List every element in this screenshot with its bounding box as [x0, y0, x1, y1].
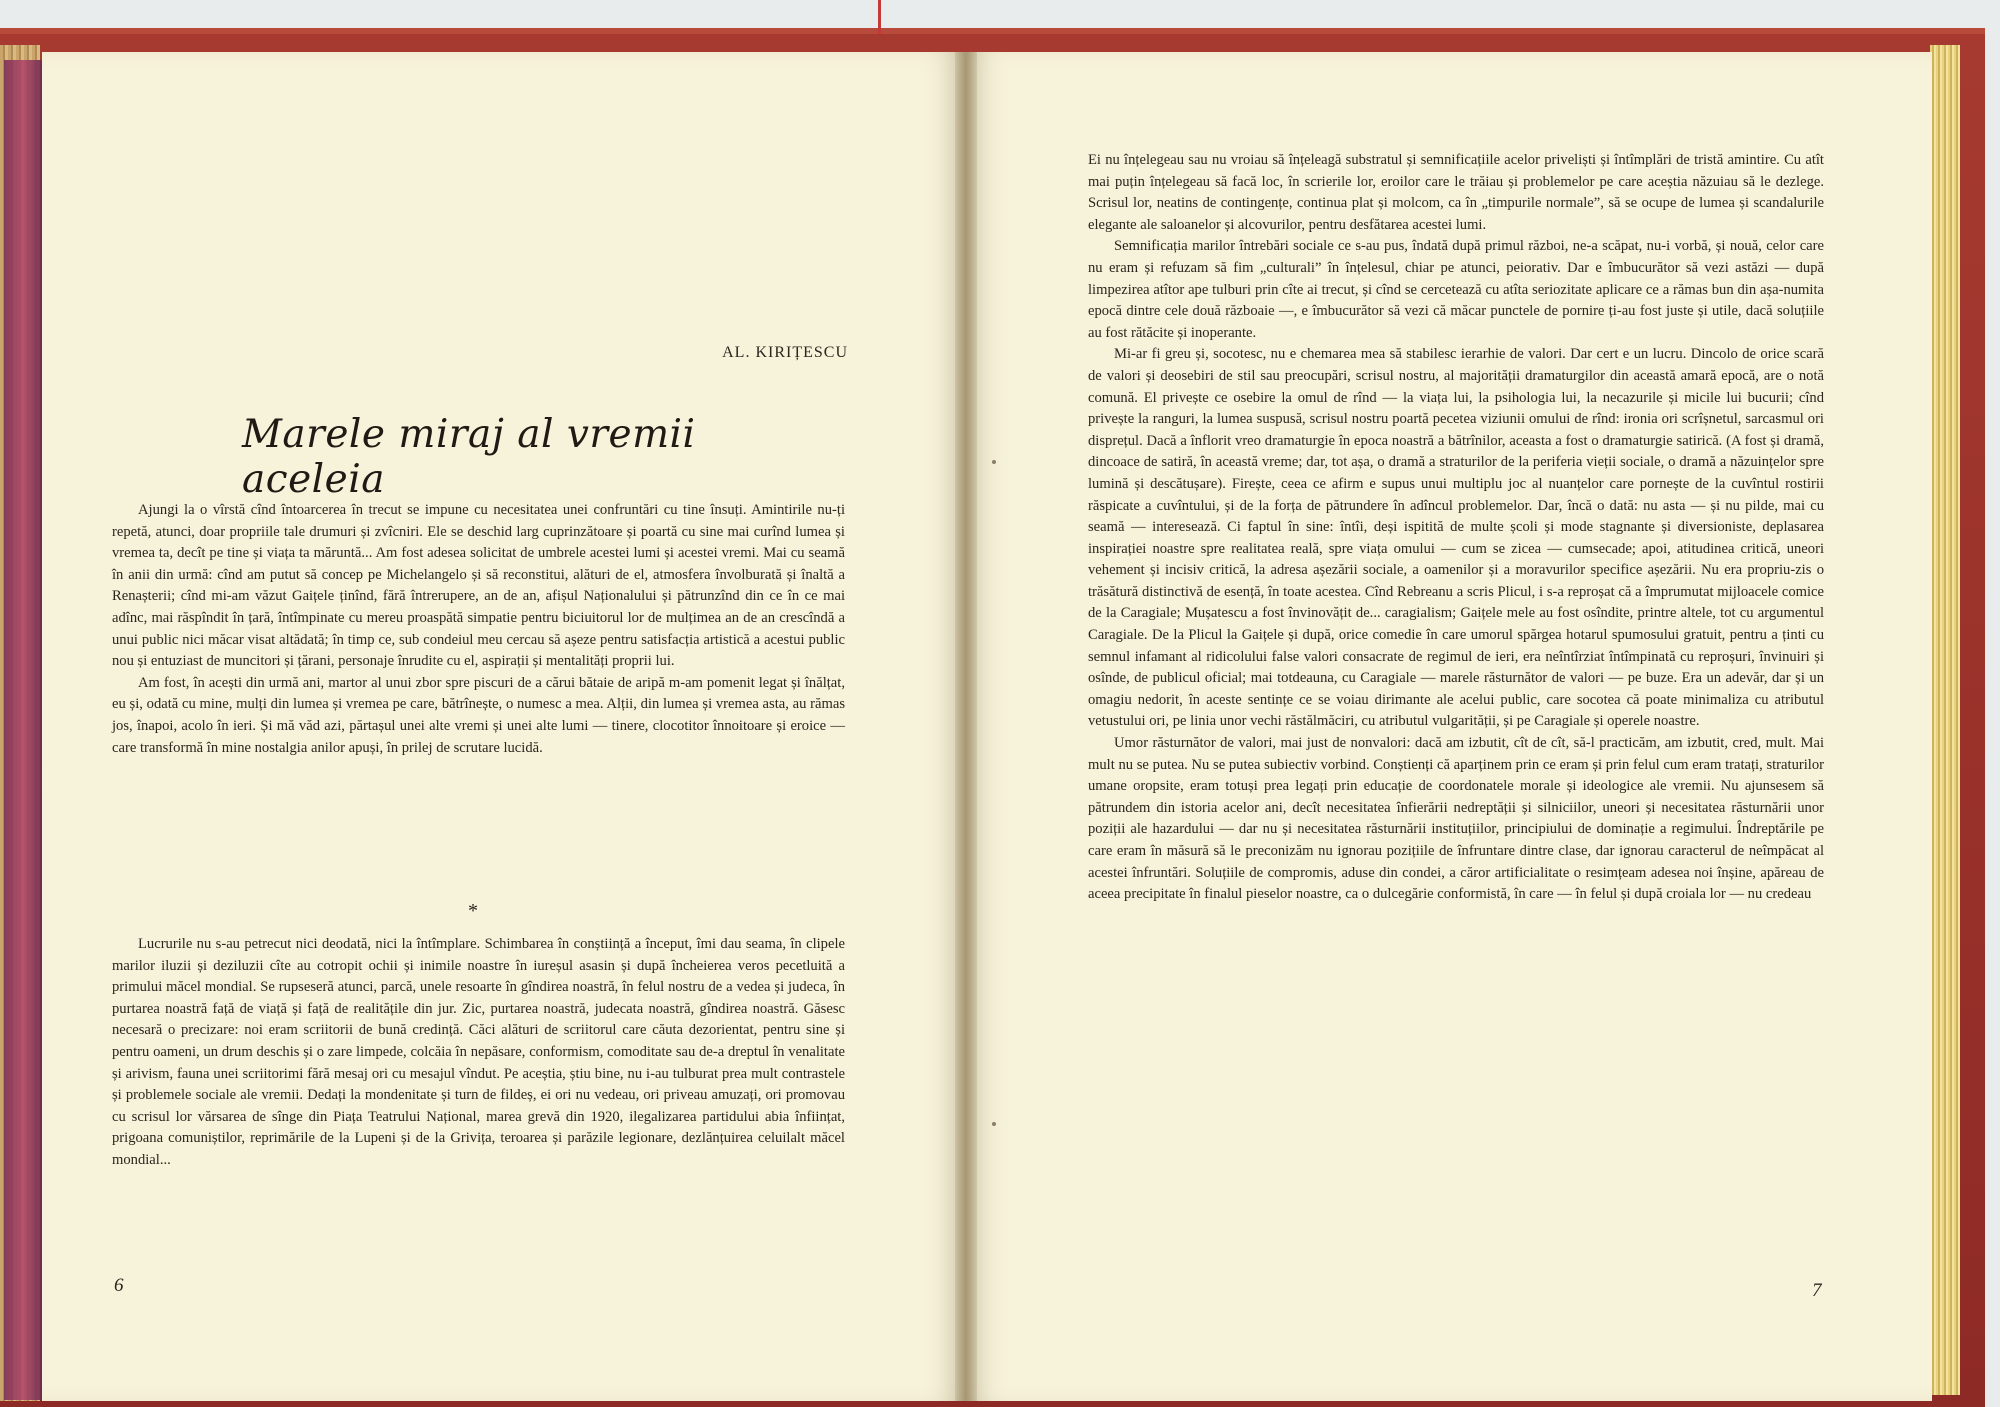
margin-mark	[992, 460, 996, 464]
paragraph: Lucrurile nu s-au petrecut nici deodată, nici la întîmplare. Schimbarea în conștiință a început, îmi dau seama, în clipele marilor iluzii și deziluzii cîte au cotropit ochii și inimile noastre în iureșul asasin și după încheierea veros pecetluită a primului măcel mondial. Se rupseseră atunci, parcă, unele resoarte în gîndirea noastră, în felul nostru de a vedea și judeca, în purtarea noastră față de viață și față de realitățile din jur. Zic, purtarea noastră, judecata noastră, gîndirea noastră. Găsesc necesară o precizare: noi eram scriitorii de bună credință. Căci alături de scriitorul care căuta dezorientat, pentru sine și pentru oameni, un drum deschis și o zare limpede, colcăia în nepăsare, conformism, comoditate sau de-a dreptul în venalitate și arivism, fauna unei scriitorimi fără mesaj ori cu mesajul vîndut. Pe aceștia, știu bine, nu i-au tulburat prea mult contrastele și problemele sociale ale vremii. Dedați la mondenitate și turn de fildeș, ei ori nu vedeau, ori priveau amuzați, ori promovau cu scrisul lor vărsarea de sînge din Piața Teatrului Național, marea grevă din 1920, ilegalizarea partidului abia înființat, prigoana comuniștilor, reprimările de la Lupeni și de la Grivița, teroarea și parăzile legionare, dezlănțuirea celuilalt măcel mondial...	[112, 936, 845, 1168]
paragraph: Umor răsturnător de valori, mai just de nonvalori: dacă am izbutit, cît de cît, să-l practicăm, am izbutit, cred, mult. Mai mult nu se putea. Nu se putea subiectiv vorbind. Conștienți că aparținem prin ce eram și prin felul cum eram tratați, straturilor umane oropsite, eram totuși prea legați prin educație de coordonatele morale și ideologice ale vremii. Nu ajunsesem să pătrundem din istoria acelor ani, decît necesitatea înfierării nedreptății și silniciilor, uneori și necesitatea răsturnării unor poziții ale hazardului — dar nu și necesitatea răsturnării instituțiilor, principiului de dominație a regimului. Îndreptările pe care eram în măsură să le preconizăm nu ignorau pozițiile de înfruntare dintre clase, dar ignorau caracterul de neîmpăcat al acestei înfruntări. Soluțiile de compromis, aduse din condei, a căror artificialitate o resimțeam adesea noi înșine, apăreau de aceea precipitate în finalul pieselor noastre, ca o dulcegărie conformistă, în care — în felul și după croiala lor — nu credeau	[1088, 735, 1824, 903]
paragraph: Mi-ar fi greu și, socotesc, nu e chemarea mea să stabilesc ierarhie de valori. Dar cert e un lucru. Dincolo de orice scară de valori și deosebiri de stil sau preocupări, scrisul nostru, al majorității dramaturgilor din această amară epocă, are o notă comună. El privește ce osebire la omul de rînd — la viața lui, la psihologia lui, la necazurile și micile lui bucurii; cînd privește la ranguri, la lumea suspusă, scrisul nostru poartă pecetea viziunii omului de rînd: ironia ori scrîșnetul, sarcasmul ori disprețul. Dacă a înflorit vreo dramaturgie în epoca noastră a bătrînilor, aceasta a fost o dramaturgie satirică. (A fost și dramă, dincoace de satiră, în această vreme; dar, tot așa, o dramă a straturilor de la periferia vieții sociale, o dramă a năzuințelor spre lumină și descătușare). Firește, ceea ce afirm e supus unui multiplu joc al nuanțelor care pornește de la cuvîntul rostirii răspicate a cuvîntului, și de la forța de pătrundere în adîncul problemelor. Dar, încă o dată: nu asta — și nu pilde, mai cu seamă — interesează. Ci faptul în sine: întîi, deși ispitită de multe școli și mode stagnante și diversioniste, deplasarea inspirației noastre spre realitatea reală, spre viața omului — cum se zicea — cumsecade; apoi, atitudinea critică, uneori vehement și incisiv critică, la adresa așezării sociale, a oamenilor și a moravurilor specifice așezării. Nu era propriu-zis o trăsătură distinctivă de esență, în toate acestea. Cînd Rebreanu a scris Plicul, i s-a reproșat că a împrumutat mijloacele comice de la Caragiale; Mușatescu a fost învinovățit de... caragialism; Gaițele mele au fost osîndite, printre altele, tot cu argumentul Caragiale. De la Plicul la Gaițele și după, orice comedie în care umorul spărgea hotarul spumosului gratuit, pentru a ținti cu semnul infamant al ridicolului false valori consacrate de regimul de ieri, era neîntîrziat întîmpinată cu reproșuri, învinuiri și osînde, de publicul oficial; mai totdeauna, cu Caragiale — marele răsturnător de valori — pe buze. Era un adevăr, dar și un omagiu nedorit, în aceste sentințe ce se voiau dirimante ale acelui public, care socotea că poate minimaliza cu atributul vetustului ori, pe linia unor vechi răstălmăciri, cu atributul vulgarității, și pe Caragiale și operele noastre.	[1088, 346, 1824, 730]
left-page-text-bottom	[112, 934, 845, 1172]
paragraph: Semnificația marilor întrebări sociale ce s-au pus, îndată după primul război, ne-a scăpat, nu-i vorbă, și nouă, celor care nu eram și refuzam să fim „culturali” în înțelesul, chiar pe atunci, peiorativ. Dar e îmbucurător să vezi astăzi — după limpezirea atîtor ape tulburi prin cîte ai trecut, și cînd se cercetează cu atîta seriozitate aplicare ce a rămas bun din așa-numita epocă dintre cele două războaie —, e îmbucurător să vezi că măcar punctele de pornire ți-au fost juste și utile, dacă soluțiile au fost rătăcite și inoperante.	[1088, 238, 1824, 341]
margin-mark	[992, 1122, 996, 1126]
paragraph: Ei nu înțelegeau sau nu vroiau să înțeleagă substratul și semnificațiile acelor priveliști și întîmplări de tristă amintire. Cu atît mai puțin înțelegeau să facă loc, în scrierile lor, eroilor care le trăiau și problemelor pe care aceștia năzuiau să le dezlege. Scrisul lor, neatins de contingențe, continua plat și molcom, ca în „timpurile normale”, să se ocupe de lumea și scandalurile elegante ale saloanelor și alcovurilor, pentru desfătarea acestei lumi.	[1088, 152, 1824, 233]
left-page-text-top	[112, 500, 845, 759]
bookmark-thread	[878, 0, 881, 34]
paragraph: Am fost, în acești din urmă ani, martor al unui zbor spre piscuri de a cărui bătaie de aripă m-am pomenit legat și înălțat, eu și, odată cu mine, mulți din lumea și vremea pe care, bătrînește, o numesc a mea. Alții, din lumea și vremea asta, au rămas jos, înapoi, acolo în ieri. Și mă văd azi, părtașul unei alte vremi și unei alte lumi — tinere, clocotitor înnoitoare și eroice — care transformă în mine nostalgia anilor apuși, în prilej de scrutare lucidă.	[112, 674, 845, 756]
marbled-endpaper	[4, 60, 42, 1400]
book-gutter	[955, 52, 977, 1401]
right-page-text	[1088, 150, 1824, 906]
page-number-right: 7	[1812, 1280, 1822, 1301]
paragraph: Ajungi la o vîrstă cînd întoarcerea în trecut se impune cu necesitatea unei confruntări cu tine însuți. Amintirile nu-ți repetă, atunci, doar propriile tale drumuri și zvîcniri. Ele se deschid larg cuprinzătoare și poartă cu sine mai curînd lumea și vremea ta, decît pe tine și viața ta măruntă... Am fost adesea solicitat de umbrele acestei lumi și acestei vremi. Mai cu seamă în anii din urmă: cînd am putut să concep pe Michelangelo și să reconstitui, alături de el, atmosfera învolburată și înaltă a Renașterii; cînd mi-am văzut Gaițele ținînd, fără întrerupere, an de an, afișul Naționalului și pătrunzînd din ce în ce mai adînc, mai răspîndit în țară, întîmpinate cu mereu proaspătă simpatie pentru biciuitorul lor de mulțimea an de an crescîndă a unui public nici măcar visat altădată; în timp ce, sub condeiul meu cercau să așeze pentru satisfacția artistică a acestui public nou și entuziast de muncitori și țărani, personaje înrudite cu el, aspirații și mentalități proprii lui.	[112, 502, 845, 670]
author-name: AL. KIRIȚESCU	[722, 344, 848, 361]
chapter-title: Marele miraj al vremii aceleia	[242, 412, 696, 502]
page-edges-right	[1930, 45, 1960, 1395]
page-number-left: 6	[114, 1275, 124, 1296]
section-separator: *	[468, 900, 478, 922]
